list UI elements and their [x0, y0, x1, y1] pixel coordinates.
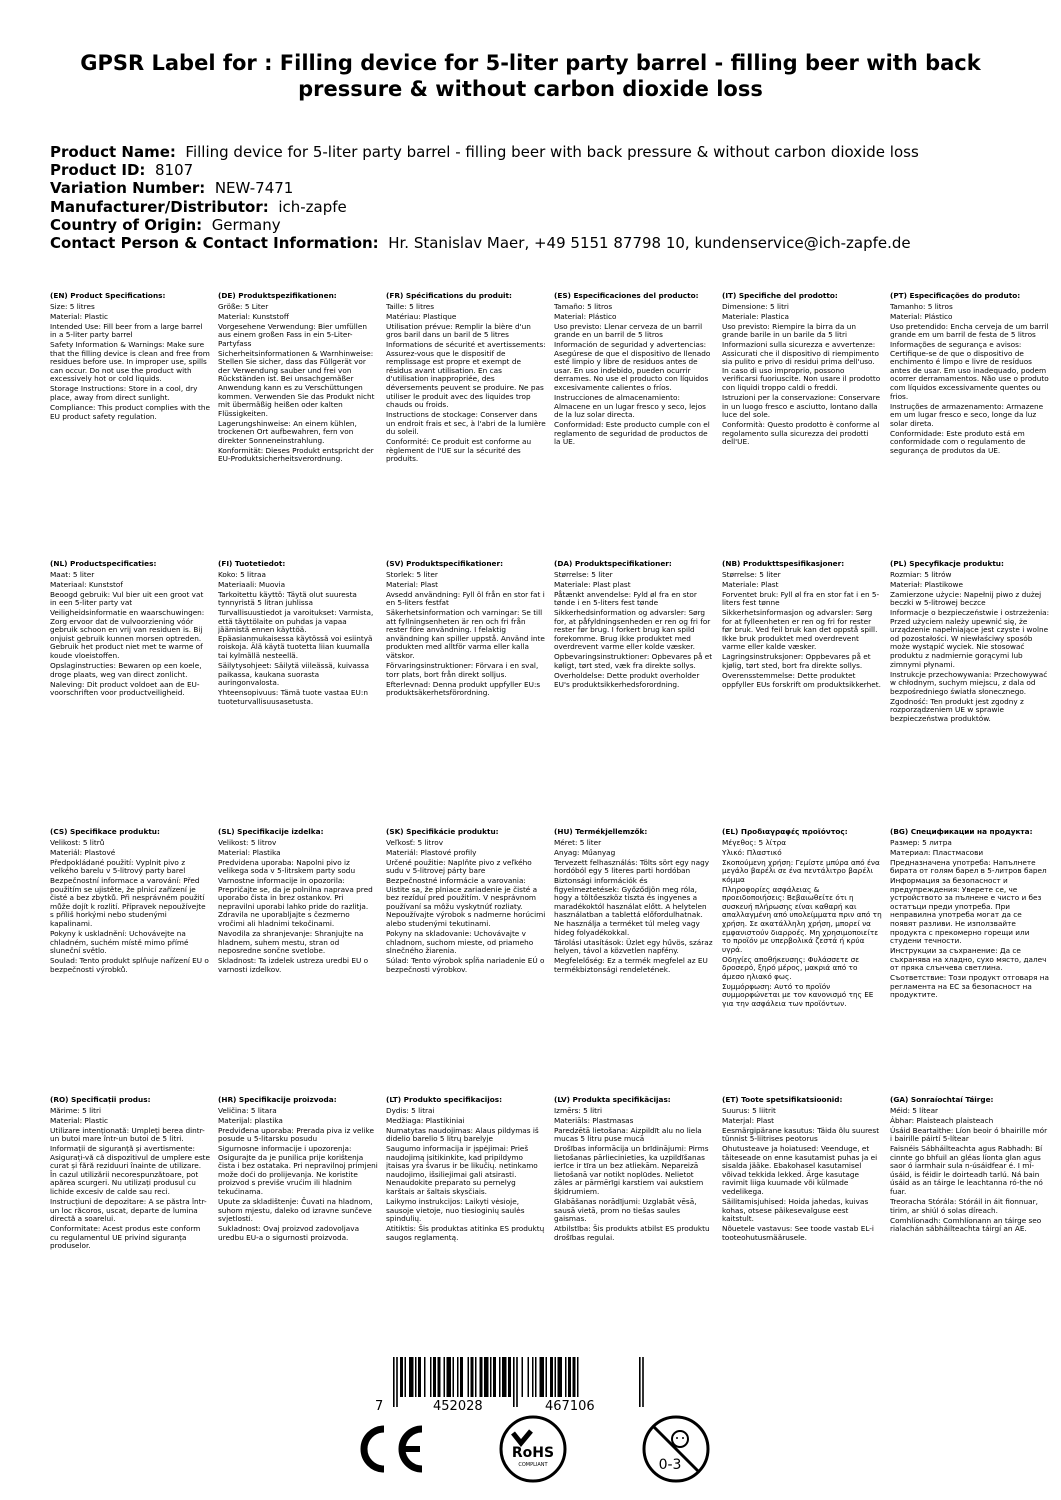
- barcode-guard-bar: [393, 1357, 395, 1407]
- barcode-bar: [484, 1357, 489, 1397]
- spec-paragraph: Instrukcje przechowywania: Przechowywać w chłodnym, suchym miejscu, z dala od bezpośredniego światła słonecznego.: [890, 669, 1048, 696]
- spec-paragraph: Storlek: 5 liter: [386, 569, 438, 579]
- spec-paragraph: Istruzioni per la conservazione: Conservare in un luogo fresco e asciutto, lontano dalla luce del sole.: [722, 393, 880, 420]
- spec-paragraph: Conformité: Ce produit est conforme au règlement de l'UE sur la sécurité des produits.: [386, 437, 532, 464]
- spec-paragraph: Rozmiar: 5 litrów: [890, 569, 952, 579]
- spec-paragraph: Σκοπούμενη χρήση: Γεμίστε μπύρα από ένα μεγάλο βαρέλι σε ένα πεντάλιτρο βαρέλι κόμμα: [722, 857, 880, 884]
- spec-section: [218, 1096, 386, 1364]
- spec-paragraph: Material: Kunststoff: [218, 311, 289, 321]
- spec-heading: (DE) Produktspezifikationen:: [218, 292, 337, 300]
- spec-heading: (HU) Termékjellemzők:: [554, 828, 648, 836]
- spec-paragraph: Instrucțiuni de depozitare: A se păstra într- un loc răcoros, uscat, departe de lumina directă a soarelui.: [50, 1197, 207, 1224]
- spec-paragraph: Veiligheidsinformatie en waarschuwingen: Zorg ervoor dat de vulvoorziening vóór gebruik schoon en vrij van residuen is. Bij onjuist gebruik kunnen morsen optreden. Gebruik het product niet met te warme of koude vloeistoffen.: [50, 608, 205, 660]
- info-value: NEW-7471: [214, 179, 294, 198]
- spec-paragraph: Storage Instructions: Store in a cool, dry place, away from direct sunlight.: [50, 384, 198, 403]
- spec-paragraph: Naleving: Dit product voldoet aan de EU-voorschriften voor productveiligheid.: [50, 679, 200, 698]
- spec-paragraph: Informații de siguranță și avertismente: Asigurați-vă că dispozitivul de umplere este curat și fără reziduuri înainte de utilizare. În cazul utilizării necorespunzătoare, pot apărea scurgeri. Nu utilizați produsul cu lichide excesiv de calde sau reci.: [50, 1144, 210, 1196]
- spec-paragraph: Koko: 5 litraa: [218, 569, 266, 579]
- spec-paragraph: Instructions de stockage: Conserver dans un endroit frais et sec, à l'abri de la lumière du soleil.: [386, 410, 546, 437]
- spec-paragraph: Conformidad: Este producto cumple con el reglamento de seguridad de productos de la UE.: [554, 420, 710, 447]
- barcode: [373, 1355, 663, 1415]
- spec-paragraph: Předpokládané použití: Vyplnit pivo z velkého barelu v 5-litrový party barel: [50, 857, 186, 876]
- barcode-bar: [508, 1357, 511, 1397]
- barcode-bar: [447, 1357, 452, 1397]
- spec-paragraph: Dydis: 5 litrai: [386, 1105, 435, 1115]
- spec-paragraph: Zamierzone użycie: Napełnij piwo z dużej beczki w 5-litrowej beczce: [890, 589, 1042, 608]
- spec-paragraph: Materiale: Plastica: [722, 311, 789, 321]
- spec-heading: (EN) Product Specifications:: [50, 292, 166, 300]
- spec-paragraph: Materiale: Plast plast: [554, 579, 631, 589]
- info-row: [50, 179, 1010, 197]
- spec-paragraph: Uso previsto: Llenar cerveza de un barril grande en un barril de 5 litros: [554, 321, 703, 340]
- spec-section: [386, 828, 554, 1096]
- info-row: [50, 234, 1010, 252]
- spec-paragraph: Material: Plástico: [890, 311, 953, 321]
- age-warning-icon: [640, 1413, 712, 1485]
- barcode-bar: [499, 1357, 501, 1397]
- barcode-guard-bar: [516, 1357, 518, 1407]
- spec-paragraph: Velikost: 5 litrov: [218, 837, 277, 847]
- spec-paragraph: Tervezett felhasználás: Tölts sört egy nagy hordóból egy 5 literes parti hordóban: [554, 857, 710, 876]
- spec-section: [722, 292, 890, 560]
- spec-heading: (HR) Specifikacije proizvoda:: [218, 1096, 337, 1104]
- spec-paragraph: Pokyny k uskladnění: Uchovávejte na chladném, suchém místě mimo přímé sluneční světlo.: [50, 929, 189, 956]
- spec-paragraph: Suurus: 5 liitrit: [722, 1105, 776, 1115]
- spec-paragraph: Úsáid Beartaithe: Líon beoir ó bhairille mór i bairille páirtí 5-lítear: [890, 1125, 1048, 1144]
- spec-paragraph: Sikkerhedsinformation og advarsler: Sørg for, at påfyldningsenheden er ren og fri for rester før brug. I forkert brug kan spild forekomme. Brug ikke produktet med overdrevent varme eller kolde væsker.: [554, 608, 711, 652]
- barcode-bar: [418, 1357, 421, 1397]
- spec-paragraph: Turvallisuustiedot ja varoitukset: Varmista, että täyttölaite on puhdas ja vapaa jäämistä ennen käyttöä. Epäasianmukaisessa käytössä voi esiintyä roiskoja. Älä käytä tuotetta liian kuumalla tai kylmällä nesteellä.: [218, 608, 374, 660]
- barcode-bar: [577, 1357, 579, 1397]
- info-label: Product Name:: [50, 143, 176, 161]
- spec-paragraph: Méid: 5 lítear: [890, 1105, 939, 1115]
- spec-paragraph: Glabāšanas norādījumi: Uzglabāt vēsā, sausā vietā, prom no tiešas saules gaismas.: [554, 1197, 697, 1224]
- barcode-bar: [546, 1357, 548, 1397]
- spec-section: [554, 1096, 722, 1364]
- spec-paragraph: Instrucciones de almacenamiento: Almacene en un lugar fresco y seco, lejos de la luz solar directa.: [554, 393, 706, 420]
- barcode-bar: [433, 1357, 436, 1397]
- spec-paragraph: Veličina: 5 litara: [218, 1105, 277, 1115]
- barcode-bar: [528, 1357, 530, 1397]
- spec-heading: (LT) Produkto specifikacijos:: [386, 1096, 503, 1104]
- spec-paragraph: Informations de sécurité et avertissements: Assurez-vous que le dispositif de remplissage est propre et exempt de résidus avant utilisation. En cas d'utilisation inappropriée, des déversements peuvent se produire. Ne pas utiliser le produit avec des liquides trop chauds ou froids.: [386, 340, 546, 410]
- spec-paragraph: Πληροφορίες ασφάλειας & προειδοποιήσεις: Βεβαιωθείτε ότι η συσκευή πλήρωσης είναι καθαρή και απαλλαγμένη από υπολείμματα πριν από τη χρήση. Σε ακατάλληλη χρήση, μπορεί να εμφανιστούν διαρροές. Μη χρησιμοποιείτε το προϊόν με υπερβολικά ζεστά ή κρύα υγρά.: [722, 884, 882, 954]
- spec-paragraph: Numatytas naudojimas: Alaus pildymas iš didelio barelio 5 litrų barelyje: [386, 1125, 539, 1144]
- barcode-bar: [405, 1357, 407, 1397]
- spec-paragraph: Material: Plástico: [554, 311, 617, 321]
- spec-section: [890, 560, 1058, 828]
- spec-paragraph: Informacje o bezpieczeństwie i ostrzeżenia: Przed użyciem należy upewnić się, że urządzenie napełniające jest czyste i wolne od pozostałości. W niewłaściwy sposób może wystąpić wyciek. Nie stosować produktu z nadmiernie gorącymi lub zimnymi płynami.: [890, 608, 1050, 669]
- spec-section: [722, 1096, 890, 1364]
- spec-paragraph: Съответствие: Този продукт отговаря на регламента на ЕС за безопасност на продуктите.: [890, 973, 1050, 1000]
- spec-paragraph: Størrelse: 5 liter: [554, 569, 613, 579]
- barcode-bar: [558, 1357, 563, 1397]
- spec-paragraph: Atitiktis: Šis produktas atitinka ES produktų saugos reglamentą.: [386, 1224, 545, 1242]
- spec-paragraph: Инструкции за съхранение: Да се съхранява на хладно, сухо място, далеч от пряка слънчева светлина.: [890, 946, 1047, 973]
- spec-paragraph: Pokyny na skladovanie: Uchovávajte v chladnom, suchom mieste, od priameho slnečného žiarenia.: [386, 929, 534, 956]
- spec-paragraph: Materiál: Plastové: [50, 847, 116, 857]
- barcode-digits-left: 452028: [433, 1399, 483, 1414]
- spec-section: [386, 560, 554, 828]
- spec-heading: (ET) Toote spetsifikatsioonid:: [722, 1096, 843, 1104]
- info-row: [50, 161, 1010, 179]
- spec-paragraph: Treoracha Stórála: Stóráil in áit fionnuar, tirim, ar shiúl ó solas díreach.: [890, 1197, 1038, 1215]
- spec-section: [386, 1096, 554, 1364]
- info-row: [50, 216, 1010, 234]
- spec-paragraph: Avsedd användning: Fyll öl från en stor fat i en 5-liters festfat: [386, 589, 545, 608]
- spec-heading: (NL) Productspecificaties:: [50, 560, 157, 568]
- spec-heading: (GA) Sonraíochtaí Táirge:: [890, 1096, 994, 1104]
- spec-paragraph: Tamaño: 5 litros: [554, 301, 613, 311]
- info-label: Contact Person & Contact Information:: [50, 234, 379, 253]
- spec-paragraph: Eesmärgipärane kasutus: Täida õlu suurest tünnist 5-liitrises peotorus: [722, 1125, 880, 1144]
- barcode-bar: [573, 1357, 576, 1397]
- barcode-bar: [532, 1357, 534, 1397]
- spec-paragraph: Utilizare intenționată: Umpleți berea dintr-un butoi mare într-un butoi de 5 litri.: [50, 1125, 205, 1144]
- spec-paragraph: Material: Plastika: [218, 847, 281, 857]
- spec-paragraph: Οδηγίες αποθήκευσης: Φυλάσσετε σε δροσερό, ξηρό μέρος, μακριά από το άμεσο ηλιακό φως.: [722, 954, 860, 981]
- spec-heading: (SV) Produktspecifikationer:: [386, 560, 504, 568]
- spec-paragraph: Mărime: 5 litri: [50, 1105, 102, 1115]
- spec-paragraph: Velikost: 5 litrů: [50, 837, 105, 847]
- spec-heading: (SL) Specifikacije izdelka:: [218, 828, 324, 836]
- spec-paragraph: Material: Plast: [386, 579, 438, 589]
- barcode-guard-bar: [396, 1357, 398, 1407]
- spec-paragraph: Bezpečnostné informácie a varovania: Uistite sa, že plniace zariadenie je čisté a bez rezíduí pred použitím. V nesprávnom používaní sa môžu vyskytnúť rozliaty. Nepoužívajte výrobok s nadmerne horúcimi alebo studenými tekutinami.: [386, 876, 546, 928]
- spec-paragraph: Säilytysohjeet: Säilytä viileässä, kuivassa paikassa, kaukana suorasta auringonvalosta.: [218, 661, 369, 688]
- info-value: Hr. Stanislav Maer, +49 5151 87798 10, kundenservice@ich-zapfe.de: [388, 234, 911, 253]
- spec-paragraph: Anyag: Műanyag: [554, 847, 616, 857]
- spec-paragraph: Upute za skladištenje: Čuvati na hladnom, suhom mjestu, daleko od izravne sunčeve svjetlosti.: [218, 1197, 373, 1224]
- spec-paragraph: Materiāls: Plastmasas: [554, 1115, 634, 1125]
- spec-paragraph: Saugumo informacija ir įspėjimai: Prieš naudojimą įsitikinkite, kad pripildymo įtaisas yra švarus ir be likučių. netinkamo naudojimo, išsiliejimai gali atsirasti. Nenaudokite preparato su pernelyg karštais ar šaltais skysčiais.: [386, 1144, 538, 1196]
- spec-paragraph: Materiaal: Kunststof: [50, 579, 123, 589]
- barcode-guard-bar: [639, 1357, 641, 1407]
- barcode-digits-right: 467106: [545, 1399, 595, 1414]
- spec-heading: (PL) Specyfikacje produktu:: [890, 560, 1004, 568]
- barcode-bar: [480, 1357, 483, 1397]
- spec-paragraph: Conformitate: Acest produs este conform cu regulamentul UE privind siguranța produselor.: [50, 1224, 201, 1251]
- spec-paragraph: Предназначена употреба: Напълнете бирата от голям барел в 5-литров барел: [890, 857, 1047, 876]
- spec-heading: (NB) Produkttspesifikasjoner:: [722, 560, 845, 568]
- spec-paragraph: Predvidena uporaba: Napolni pivo iz velikega soda v 5-litrskem party sodu: [218, 857, 356, 876]
- barcode-bar: [430, 1357, 432, 1397]
- barcode-bar: [415, 1357, 417, 1397]
- spec-paragraph: Medžiaga: Plastikiniai: [386, 1115, 465, 1125]
- spec-paragraph: Safety Information & Warnings: Make sure that the filling device is clean and free from residues before use. In improper use, spills can occur. Do not use the product with excessively hot or cold liquids.: [50, 340, 210, 384]
- spec-paragraph: Tárolási utasítások: Üzlet egy hűvös, száraz helyen, távol a közvetlen napfény.: [554, 937, 713, 956]
- spec-paragraph: Ohutusteave ja hoiatused: Veenduge, et täiteseade on enne kasutamist puhas ja ei sisalda jääke. Ebakohasel kasutamisel võivad tekkida lekked. Ärge kasutage ravimit liiga kuumade või külmade vedelikega.: [722, 1144, 878, 1196]
- spec-section: [890, 292, 1058, 560]
- spec-heading: (BG) Спецификации на продукта:: [890, 828, 1033, 836]
- product-info: [50, 143, 1010, 252]
- page-title: GPSR Label for : Filling device for 5-liter party barrel - filling beer with back pressure & without carbon dioxide loss: [80, 51, 981, 101]
- spec-paragraph: Méret: 5 liter: [554, 837, 602, 847]
- spec-section: [722, 560, 890, 828]
- barcode-bar: [550, 1357, 553, 1397]
- barcode-bar: [555, 1357, 557, 1397]
- barcode-bar: [460, 1357, 463, 1397]
- spec-paragraph: Megfelelőség: Ez a termék megfelel az EU termékbiztonsági rendeletének.: [554, 956, 708, 974]
- barcode-bar: [453, 1357, 455, 1397]
- spec-paragraph: Overensstemmelse: Dette produktet oppfyller EUs forskrift om produktsikkerhet.: [722, 671, 881, 689]
- spec-paragraph: Taille: 5 litres: [386, 301, 435, 311]
- spec-paragraph: Určené použitie: Naplňte pivo z veľkého sudu v 5-litrovej párty bare: [386, 857, 532, 876]
- spec-section: [50, 292, 218, 560]
- spec-paragraph: Yhteensopivuus: Tämä tuote vastaa EU:n tuoteturvallisuusasetusta.: [218, 688, 368, 706]
- spec-paragraph: Ábhar: Plaisteach plaisteach: [890, 1115, 994, 1125]
- spec-heading: (IT) Specifiche del prodotto:: [722, 292, 838, 300]
- spec-paragraph: Tamanho: 5 litros: [890, 301, 953, 311]
- spec-paragraph: Sicherheitsinformationen & Warnhinweise: Stellen Sie sicher, dass das Füllgerät vor der Verwendung sauber und frei von Rückständen ist. Bei unsachgemäßer Anwendung kann es zu Verschüttungen kommen. Verwenden Sie das Produkt nicht mit übermäßig heißen oder kalten Flüssigkeiten.: [218, 348, 375, 418]
- barcode-bar: [438, 1357, 441, 1397]
- spec-paragraph: Größe: 5 Liter: [218, 301, 269, 311]
- rohs-icon: [497, 1413, 569, 1485]
- spec-section: [50, 828, 218, 1096]
- spec-section: [722, 828, 890, 1096]
- barcode-guard-bar: [513, 1357, 515, 1407]
- spec-paragraph: Materjal: Plast: [722, 1115, 774, 1125]
- barcode-bar: [490, 1357, 492, 1397]
- spec-paragraph: Materiale: Plast: [722, 579, 779, 589]
- spec-paragraph: Soulad: Tento produkt splňuje nařízení EU o bezpečnosti výrobků.: [50, 956, 209, 974]
- spec-paragraph: Dimensione: 5 litri: [722, 301, 789, 311]
- spec-section: [218, 828, 386, 1096]
- spec-heading: (SK) Špecifikácie produktu:: [386, 828, 499, 836]
- spec-paragraph: Materijal: plastika: [218, 1115, 283, 1125]
- ce-mark-icon: [350, 1413, 430, 1485]
- spec-paragraph: Overholdelse: Dette produkt overholder EU's produktsikkerhedsforordning.: [554, 671, 700, 689]
- spec-section: [554, 560, 722, 828]
- spec-paragraph: Efterlevnad: Denna produkt uppfyller EU:s produktsäkerhetsförordning.: [386, 679, 541, 698]
- spec-section: [890, 1096, 1058, 1364]
- spec-paragraph: Compliance: This product complies with the EU product safety regulation.: [50, 403, 211, 421]
- age-label: 0-3: [658, 1457, 682, 1473]
- barcode-bar: [468, 1357, 470, 1397]
- spec-paragraph: Súlad: Tento výrobok spĺňa nariadenie EÚ o bezpečnosti výrobkov.: [386, 956, 545, 974]
- spec-paragraph: Υλικό: Πλαστικό: [722, 847, 782, 857]
- spec-paragraph: Sikkerhetsinformasjon og advarsler: Sørg for at fylleenheten er ren og fri for rester før bruk. Ved feil bruk kan det oppstå spill. Ikke bruk produktet med overdrevent varme eller kalde væsker.: [722, 608, 878, 652]
- spec-paragraph: Atbilstība: Šis produkts atbilst ES produktu drošības regulai.: [554, 1224, 710, 1242]
- spec-paragraph: Размер: 5 литра: [890, 837, 952, 847]
- spec-paragraph: Información de seguridad y advertencias: Asegúrese de que el dispositivo de llenado esté limpio y libre de residuos antes de usar. En uso indebido, pueden ocurrir derrames. No use el producto con líquidos excesivamente calientes o fríos.: [554, 340, 711, 392]
- spec-paragraph: Comhlíonadh: Comhlíonann an táirge seo rialachán sábháilteachta táirgí an AE.: [890, 1215, 1042, 1234]
- spec-paragraph: Uso previsto: Riempire la birra da un grande barile in un barile da 5 litri: [722, 321, 856, 340]
- spec-paragraph: Matériau: Plastique: [386, 311, 457, 321]
- spec-paragraph: Sukladnost: Ovaj proizvod zadovoljava uredbu EU-a o sigurnosti proizvoda.: [218, 1224, 360, 1242]
- spec-section: [50, 1096, 218, 1364]
- spec-heading: (RO) Specificații produs:: [50, 1096, 151, 1104]
- rohs-sub: COMPLIANT: [518, 1462, 548, 1468]
- barcode-bar: [568, 1357, 571, 1397]
- spec-heading: (EL) Προδιαγραφές προϊόντος:: [722, 828, 848, 836]
- barcode-bar: [540, 1357, 545, 1397]
- barcode-guard-bar: [642, 1357, 644, 1407]
- spec-paragraph: Sigurnosne informacije i upozorenja: Osigurajte da je punilica prije korištenja čista i bez ostataka. Pri nepravilnoj primjeni može doći do prolijevanja. Ne koristite proizvod s previše vrućim ili hladnim tekućinama.: [218, 1144, 378, 1196]
- barcode-bar: [457, 1357, 459, 1397]
- barcode-bar: [522, 1357, 524, 1397]
- spec-paragraph: Biztonsági információk és figyelmeztetések: Győződjön meg róla, hogy a töltőeszköz tiszta és ingyenes a maradékoktól használat előtt. A helytelen használatban a tablettá előfordulhatnak. Ne használja a terméket túl meleg vagy hideg folyadékokkal.: [554, 876, 707, 937]
- spec-paragraph: Lagringsinstruksjoner: Oppbevares på et kjølig, tørt sted, bort fra direkte sollys.: [722, 652, 871, 671]
- spec-heading: (DA) Produktspecifikationer:: [554, 560, 672, 568]
- barcode-bar: [471, 1357, 474, 1397]
- spec-heading: (FR) Spécifications du produit:: [386, 292, 512, 300]
- spec-paragraph: Vorgesehene Verwendung: Bier umfüllen aus einem großen Fass in ein 5-Liter-Partyfass: [218, 321, 367, 348]
- spec-paragraph: Информация за безопасност и предупреждения: Уверете се, че устройството за пълнене е чисто и без остатъци преди употреба. При неправилна употреба могат да се появят разливи. Не използвайте продукта с прекомерно горещи или студени течности.: [890, 876, 1042, 946]
- spec-paragraph: Drošības informācija un brīdinājumi: Pirms lietošanas pārliecinieties, ka uzpildīšanas ierīce ir tīra un bez atliekām. Nepareizā lietošanā var notikt noplūdes. Nelietot zāles ar pārmērīgi karstiem vai aukstiem šķidrumiem.: [554, 1144, 709, 1196]
- info-label: Manufacturer/Distributor:: [50, 197, 269, 216]
- spec-paragraph: Laikymo instrukcijos: Laikyti vėsioje, sausoje vietoje, nuo tiesioginių saulės spindulių.: [386, 1197, 525, 1224]
- spec-paragraph: Skladnost: Ta izdelek ustreza uredbi EU o varnosti izdelkov.: [218, 956, 369, 974]
- spec-paragraph: Informazioni sulla sicurezza e avvertenze: Assicurati che il dispositivo di riempimento sia pulito e privo di residui prima dell'uso. In caso di uso improprio, possono verificarsi fuoriuscite. Non usare il prodotto con liquidi troppo caldi o freddi.: [722, 340, 881, 392]
- spec-paragraph: Predviđena uporaba: Prerada piva iz velike posude u 5-litarsku posudu: [218, 1125, 374, 1144]
- spec-paragraph: Forventet bruk: Fyll øl fra en stor fat i en 5-liters fest tønne: [722, 589, 880, 608]
- spec-paragraph: Utilisation prévue: Remplir la bière d'un gros baril dans un baril de 5 litres: [386, 321, 531, 340]
- spec-paragraph: Uso pretendido: Encha cerveja de um barril grande em um barril de festa de 5 litros: [890, 321, 1049, 340]
- info-value: Germany: [211, 215, 281, 234]
- spec-paragraph: Materiał: Plastikowe: [890, 579, 963, 589]
- spec-paragraph: Nõuetele vastavus: See toode vastab EL-i tooteohutusmäärusele.: [722, 1224, 874, 1242]
- spec-section: [554, 292, 722, 560]
- spec-paragraph: Материал: Пластмасови: [890, 847, 984, 857]
- spec-paragraph: Συμμόρφωση: Αυτό το προϊόν συμμορφώνεται με τον κανονισμό της ΕΕ για την ασφάλεια των προϊόντων.: [722, 981, 874, 1008]
- barcode-digit-first: 7: [375, 1399, 384, 1414]
- spec-paragraph: Säilitamisjuhised: Hoida jahedas, kuivas kohas, otsese päikesevalguse eest kaitstult.: [722, 1197, 869, 1224]
- spec-paragraph: Material: Plastic: [50, 1115, 109, 1125]
- spec-grid: [50, 292, 1050, 1364]
- info-value: Filling device for 5-liter party barrel - filling beer with back pressure & without carbon dioxide loss: [185, 143, 919, 161]
- barcode-bar: [565, 1357, 567, 1397]
- info-row: [50, 143, 1010, 161]
- spec-paragraph: Materiaali: Muovia: [218, 579, 286, 589]
- spec-heading: (FI) Tuotetiedot:: [218, 560, 286, 568]
- info-label: Country of Origin:: [50, 215, 203, 234]
- spec-paragraph: Maat: 5 liter: [50, 569, 95, 579]
- barcode-bar: [409, 1357, 414, 1397]
- spec-paragraph: Instruções de armazenamento: Armazene em um lugar fresco e seco, longe da luz solar direta.: [890, 401, 1044, 428]
- barcode-bar: [424, 1357, 426, 1397]
- info-value: 8107: [154, 161, 194, 180]
- barcode-bar: [444, 1357, 446, 1397]
- barcode-bar: [493, 1357, 496, 1397]
- spec-paragraph: Materiál: Plastové profily: [386, 847, 477, 857]
- spec-paragraph: Varnostne informacije in opozorila: Prepričajte se, da je polnilna naprava pred uporabo čista in brez ostankov. Pri nepravilni uporabi lahko pride do razlitja. Zdravila ne uporabljajte s čezmerno vročimi ali hladnimi tekočinami.: [218, 876, 373, 928]
- rohs-label: RoHS: [511, 1445, 555, 1461]
- spec-paragraph: Navodila za shranjevanje: Shranjujte na hladnem, suhem mestu, stran od neposredne sončne svetlobe.: [218, 929, 364, 956]
- spec-section: [218, 560, 386, 828]
- spec-paragraph: Lagerungshinweise: An einem kühlen, trockenen Ort aufbewahren, fern von direkter Sonneneinstrahlung.: [218, 418, 357, 445]
- spec-paragraph: Faisnéis Sábháilteachta agus Rabhadh: Bí cinnte go bhfuil an gléas líonta glan agus saor ó iarmhair sula n-úsáidfear é. I mí-úsáid, is féidir le doirteadh tarlú. Ná bain úsáid as an táirge le leachtanna ró-the nó fuar.: [890, 1144, 1043, 1196]
- info-label: Variation Number:: [50, 179, 206, 198]
- spec-paragraph: Förvaringsinstruktioner: Förvara i en sval, torr plats, bort från direkt solljus.: [386, 661, 539, 679]
- spec-paragraph: Beoogd gebruik: Vul bier uit een groot vat in een 5-liter party vat: [50, 589, 204, 608]
- spec-paragraph: Tarkoitettu käyttö: Täytä olut suuresta tynnyristä 5 litran juhlissa: [218, 589, 357, 608]
- spec-section: [50, 560, 218, 828]
- spec-paragraph: Opslaginstructies: Bewaren op een koele, droge plaats, weg van direct zonlicht.: [50, 661, 202, 679]
- spec-heading: (ES) Especificaciones del producto:: [554, 292, 699, 300]
- spec-paragraph: Säkerhetsinformation och varningar: Se till att fyllningsenheten är ren och fri från rester före användning. I felaktig användning kan spiller uppstå. Använd inte produkten med alltför varma eller kalla vätskor.: [386, 608, 545, 660]
- info-label: Product ID:: [50, 161, 146, 180]
- spec-paragraph: Størrelse: 5 liter: [722, 569, 781, 579]
- spec-paragraph: Påtænkt anvendelse: Fyld øl fra en stor tønde i en 5-liters fest tønde: [554, 589, 697, 608]
- barcode-bar: [535, 1357, 537, 1397]
- spec-heading: (LV) Produkta specifikācijas:: [554, 1096, 671, 1104]
- spec-paragraph: Opbevaringsinstruktioner: Opbevares på et køligt, tørt sted, væk fra direkte sollys.: [554, 652, 713, 671]
- spec-paragraph: Conformidade: Este produto está em conformidade com o regulamento de segurança de produtos da UE.: [890, 428, 1026, 455]
- info-value: ich-zapfe: [278, 197, 347, 216]
- spec-paragraph: Veľkosť: 5 litrov: [386, 837, 444, 847]
- spec-heading: (CS) Specifikace produktu:: [50, 828, 160, 836]
- spec-paragraph: Material: Plastic: [50, 311, 109, 321]
- spec-section: [554, 828, 722, 1096]
- spec-paragraph: Zgodność: Ten produkt jest zgodny z rozporządzeniem UE w sprawie bezpieczeństwa produktów.: [890, 696, 1024, 723]
- spec-paragraph: Conformità: Questo prodotto è conforme al regolamento sulla sicurezza dei prodotti dell'UE.: [722, 420, 880, 447]
- barcode-bar: [502, 1357, 507, 1397]
- barcode-bar: [475, 1357, 477, 1397]
- spec-paragraph: Izmērs: 5 litri: [554, 1105, 603, 1115]
- spec-paragraph: Intended Use: Fill beer from a large barrel in a 5-liter party barrel: [50, 321, 203, 340]
- spec-section: [890, 828, 1058, 1096]
- spec-paragraph: Konformität: Dieses Produkt entspricht der EU-Produktsicherheitsverordnung.: [218, 445, 374, 464]
- barcode-bar: [400, 1357, 403, 1397]
- spec-heading: (PT) Especificações do produto:: [890, 292, 1021, 300]
- spec-paragraph: Informações de segurança e avisos: Certifique-se de que o dispositivo de enchimento é limpo e livre de resíduos antes de usar. Em uso inadequado, podem ocorrer derramamentos. Não use o produto com líquidos excessivamente quentes ou frios.: [890, 340, 1049, 401]
- spec-section: [386, 292, 554, 560]
- spec-section: [218, 292, 386, 560]
- spec-paragraph: Size: 5 litres: [50, 301, 95, 311]
- info-row: [50, 198, 1010, 216]
- spec-paragraph: Μέγεθος: 5 λίτρα: [722, 837, 787, 847]
- spec-paragraph: Paredzētā lietošana: Aizpildīt alu no liela mucas 5 litru puse mucā: [554, 1125, 702, 1144]
- spec-paragraph: Bezpečnostní informace a varování: Před použitím se ujistěte, že plnicí zařízení je čisté a bez zbytků. Při nesprávném použití může dojít k rozlití. Přípravek nepoužívejte s příliš horkými nebo studenými kapalinami.: [50, 876, 206, 928]
